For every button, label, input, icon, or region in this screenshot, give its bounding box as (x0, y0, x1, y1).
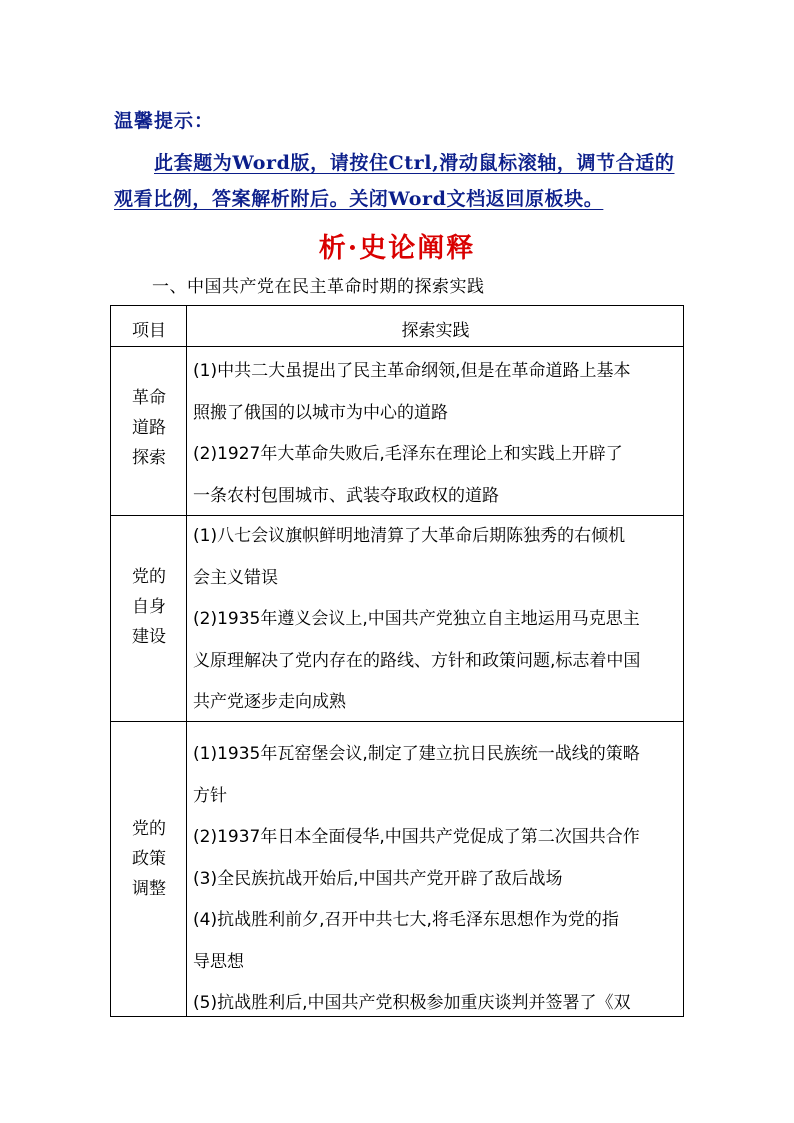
exploration-table (110, 305, 684, 1017)
content-line: (5)抗战胜利后,中国共产党积极参加重庆谈判并签署了《双 (193, 993, 631, 1013)
content-line: 义原理解决了党内存在的路线、方针和政策问题,标志着中国 (193, 650, 641, 671)
content-line: 方针 (193, 785, 227, 806)
row-content (193, 351, 684, 517)
notice-body: 此套题为Word版，请按住Ctrl,滑动鼠标滚轴，调节合适的观看比例，答案解析附后。关闭Word文档返回原板块。 (114, 152, 675, 210)
header-practice-label: 探索实践 (401, 321, 470, 341)
row-label-cell (111, 347, 187, 516)
row-content (193, 516, 684, 724)
header-cell-practice (188, 306, 683, 346)
table-row (111, 515, 683, 722)
row-label-policy-adjustment: 党的 政策 调整 (132, 819, 166, 899)
row-label-revolution-road: 革命 道路 探索 (132, 388, 166, 468)
notice-title: 温馨提示： (114, 110, 215, 132)
row-content-cell (188, 722, 683, 1017)
row-content-cell (188, 347, 683, 516)
section-title: 析·史论阐释 (318, 233, 476, 264)
content-line: (2)1935年遵义会议上,中国共产党独立自主地运用马克思主 (193, 609, 640, 629)
content-line: (1)中共二大虽提出了民主革命纲领,但是在革命道路上基本 (193, 361, 631, 381)
table-row (111, 346, 683, 516)
header-item-label: 项目 (132, 321, 166, 341)
content-line: 共产党逐步走向成熟 (193, 692, 346, 712)
content-line: (1)1935年瓦窑堡会议,制定了建立抗日民族统一战线的策略 (193, 744, 640, 764)
header-cell-item (111, 306, 187, 346)
content-line: (2)1937年日本全面侵华,中国共产党促成了第二次国共合作 (193, 827, 640, 847)
row-content (193, 734, 684, 1017)
table-row (111, 721, 683, 1017)
row-label-cell (111, 722, 187, 1017)
content-line: (2)1927年大革命失败后,毛泽东在理论上和实践上开辟了 (193, 444, 623, 464)
table-header-row (111, 306, 683, 346)
content-line: 照搬了俄国的以城市为中心的道路 (193, 402, 448, 423)
content-line: (4)抗战胜利前夕,召开中共七大,将毛泽东思想作为党的指 (193, 910, 619, 930)
sub-heading: 一、中国共产党在民主革命时期的探索实践 (152, 277, 485, 297)
row-content-cell (188, 516, 683, 722)
content-line: (3)全民族抗战开始后,中国共产党开辟了敌后战场 (193, 868, 563, 889)
content-line: 会主义错误 (193, 567, 278, 588)
content-line: (1)八七会议旗帜鲜明地清算了大革命后期陈独秀的右倾机 (193, 526, 626, 546)
content-line: 一条农村包围城市、武装夺取政权的道路 (193, 485, 499, 506)
row-label-cell (111, 516, 187, 722)
content-line: 导思想 (193, 951, 244, 972)
row-label-party-building: 党的 自身 建设 (132, 567, 166, 647)
